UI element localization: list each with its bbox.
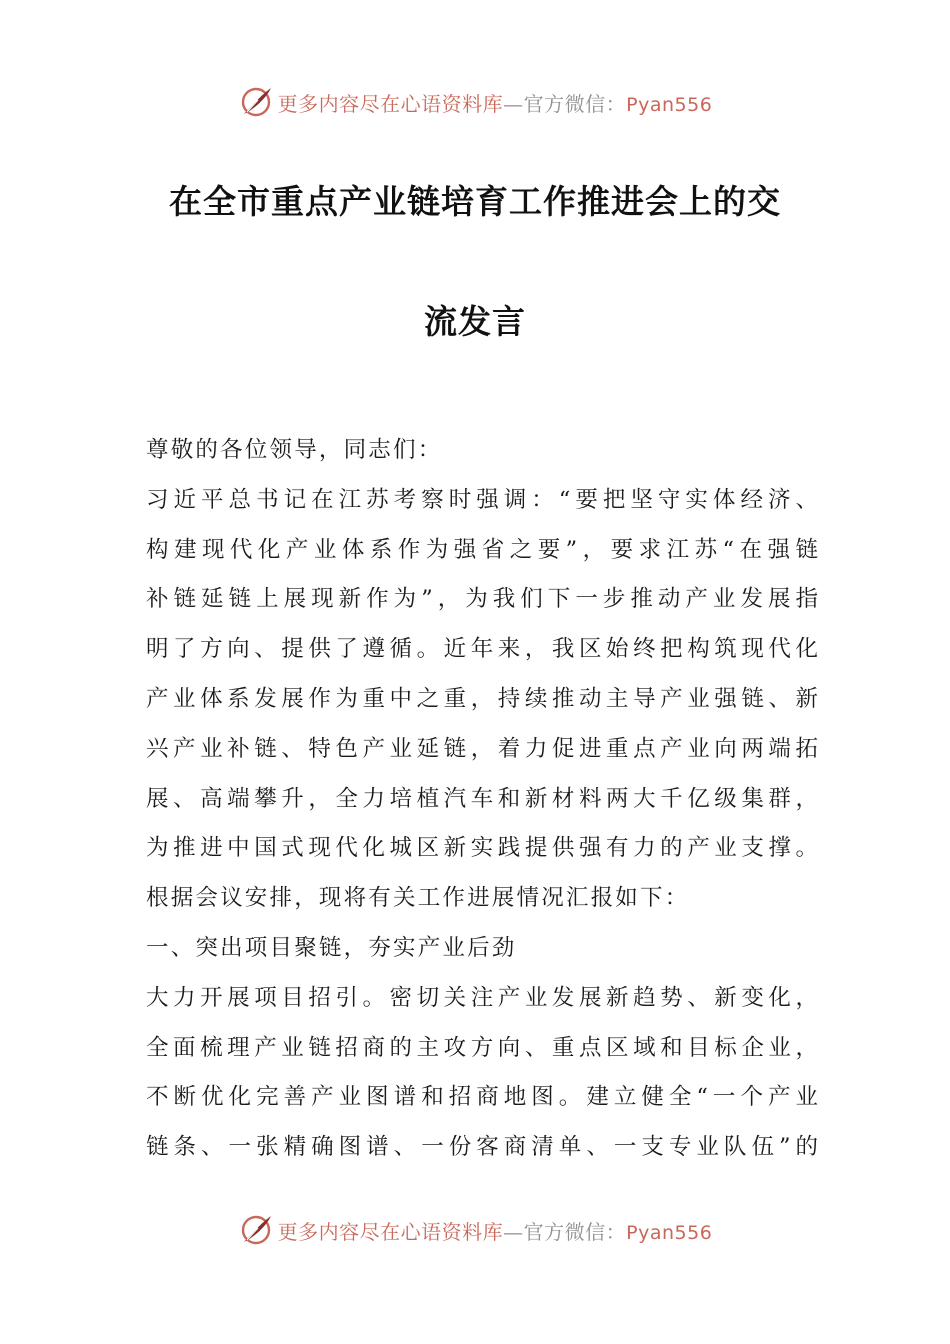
banner-official: —官方微信： bbox=[503, 91, 627, 116]
header-banner bbox=[0, 82, 950, 122]
body-line: 全面梳理产业链招商的主攻方向、重点区域和目标企业， bbox=[146, 1034, 818, 1061]
body-line: 产业体系发展作为重中之重，持续推动主导产业强链、新 bbox=[146, 685, 818, 712]
banner-wechat-id: Pyan556 bbox=[626, 93, 713, 116]
footer-banner bbox=[0, 1210, 950, 1250]
body-line: 习近平总书记在江苏考察时强调：“要把坚守实体经济、 bbox=[146, 486, 818, 513]
document-title-line-1: 在全市重点产业链培育工作推进会上的交 bbox=[169, 182, 781, 221]
body-line: 构建现代化产业体系作为强省之要”，要求江苏“在强链 bbox=[146, 536, 818, 563]
banner-official: —官方微信： bbox=[503, 1219, 627, 1244]
body-line: 链条、一张精确图谱、一份客商清单、一支专业队伍”的 bbox=[146, 1134, 818, 1161]
banner-wechat-id: Pyan556 bbox=[626, 1221, 713, 1244]
quill-logo-icon bbox=[238, 1212, 274, 1248]
quill-logo-icon bbox=[238, 84, 274, 120]
body-line: 大力开展项目招引。密切关注产业发展新趋势、新变化， bbox=[146, 984, 818, 1011]
body-line: 展、高端攀升，全力培植汽车和新材料两大千亿级集群， bbox=[146, 785, 818, 812]
section-heading: 一、突出项目聚链，夯实产业后劲 bbox=[146, 934, 517, 961]
salutation-line: 尊敬的各位领导，同志们： bbox=[146, 437, 443, 463]
body-line: 根据会议安排，现将有关工作进展情况汇报如下： bbox=[146, 885, 690, 912]
banner-text bbox=[278, 88, 713, 117]
document-title-line-2: 流发言 bbox=[424, 302, 526, 341]
body-line: 补链延链上展现新作为”，为我们下一步推动产业发展指 bbox=[146, 586, 818, 613]
body-line: 兴产业补链、特色产业延链，着力促进重点产业向两端拓 bbox=[146, 735, 818, 762]
banner-brand: 更多内容尽在心语资料库 bbox=[277, 91, 504, 116]
banner-text bbox=[278, 1216, 713, 1245]
body-line: 不断优化完善产业图谱和招商地图。建立健全“一个产业 bbox=[146, 1084, 818, 1111]
document-body bbox=[146, 426, 818, 1173]
banner-brand: 更多内容尽在心语资料库 bbox=[277, 1219, 504, 1244]
body-line: 为推进中国式现代化城区新实践提供强有力的产业支撑。 bbox=[146, 835, 818, 862]
body-line: 明了方向、提供了遵循。近年来，我区始终把构筑现代化 bbox=[146, 636, 818, 663]
